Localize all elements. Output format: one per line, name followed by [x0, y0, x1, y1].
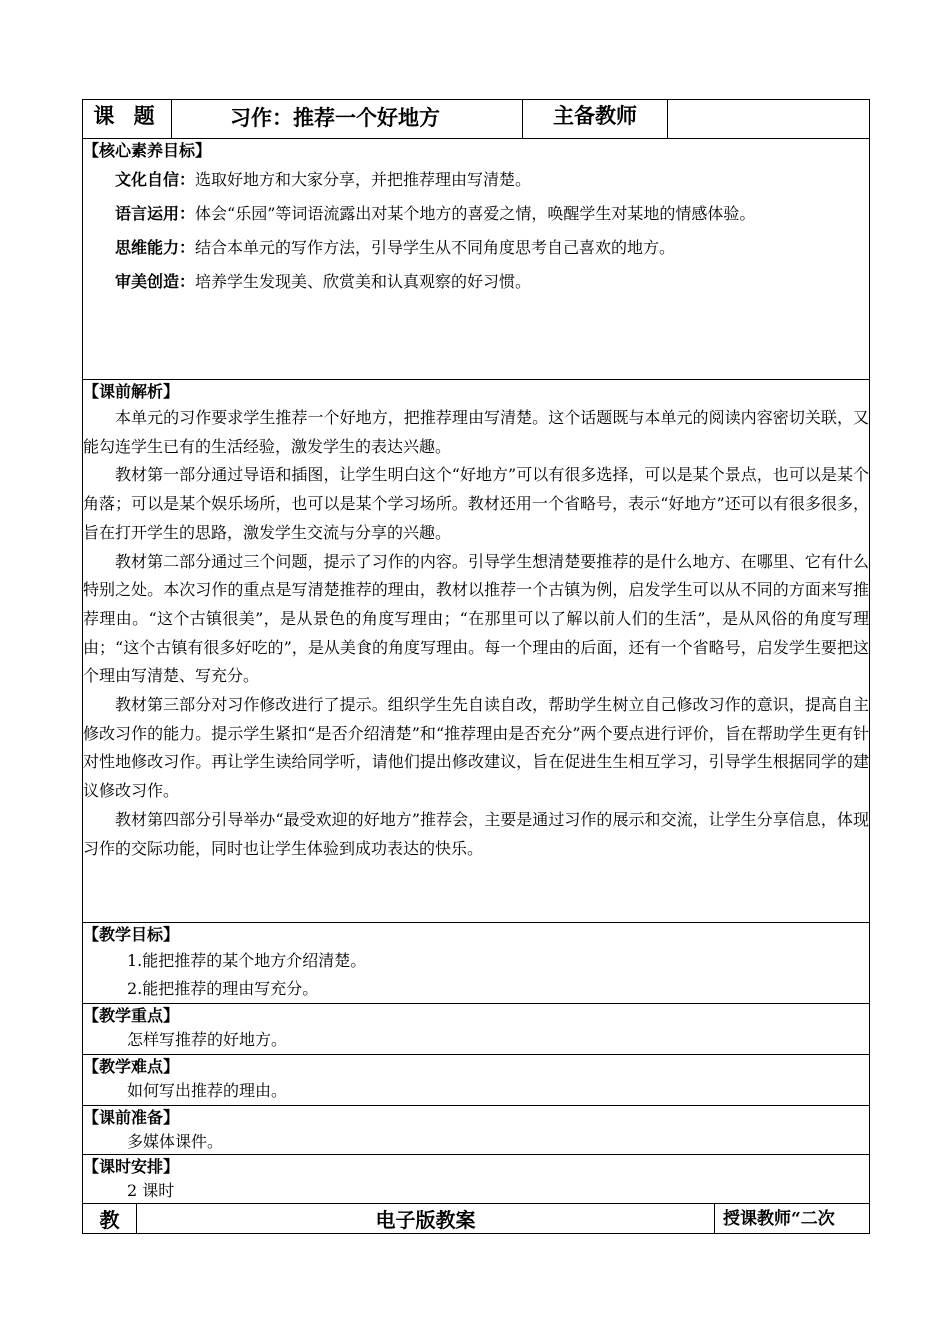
analysis-paragraph: 教材第四部分引导举办“最受欢迎的好地方”推荐会，主要是通过习作的展示和交流，让学生分享信息，体现习作的交际功能，同时也让学生体验到成功表达的快乐。 [83, 809, 869, 858]
key-points-row [83, 1004, 870, 1055]
schedule-row [83, 1155, 870, 1204]
goal-text: 培养学生发现美、欣赏美和认真观察的好习惯。 [195, 272, 532, 291]
goal-item [83, 265, 869, 299]
footer-row [83, 1203, 870, 1233]
footer-cell-2: 电子版教案 [137, 1203, 715, 1233]
footer-cell-3: 授课教师“二次 [715, 1203, 870, 1233]
header-row [83, 100, 870, 139]
core-goals-title: 【核心素养目标】 [83, 141, 212, 160]
core-goals-row [83, 139, 870, 380]
schedule-title: 【课时安排】 [83, 1157, 180, 1176]
preparation-text: 多媒体课件。 [127, 1132, 224, 1151]
footer-table [82, 1203, 870, 1234]
difficulties-title: 【教学难点】 [83, 1057, 180, 1076]
goal-text: 选取好地方和大家分享，并把推荐理由写清楚。 [195, 170, 532, 189]
goal-label: 审美创造： [115, 272, 196, 291]
goal-label: 文化自信： [115, 170, 196, 189]
goal-text: 体会“乐园”等词语流露出对某个地方的喜爱之情，唤醒学生对某地的情感体验。 [195, 204, 756, 223]
objective-item: 2.能把推荐的理由写充分。 [127, 979, 319, 998]
difficulties-text: 如何写出推荐的理由。 [127, 1081, 288, 1100]
difficulties-row [83, 1055, 870, 1106]
teacher-value [668, 100, 870, 139]
analysis-title: 【课前解析】 [83, 382, 180, 401]
lesson-plan [82, 99, 869, 1234]
goal-item [83, 163, 869, 197]
analysis-paragraph: 教材第一部分通过导语和插图，让学生明白这个“好地方”可以有很多选择，可以是某个景点，也可以是某个角落；可以是某个娱乐场所，也可以是某个学习场所。教材还用一个省略号，表示“好地方”还可以有很多很多，旨在打开学生的思路，激发学生交流与分享的兴趣。 [83, 465, 869, 542]
topic-label: 课 题 [83, 100, 172, 139]
preparation-title: 【课前准备】 [83, 1108, 180, 1127]
footer-cell-1: 教 [83, 1203, 137, 1233]
goal-text: 结合本单元的写作方法，引导学生从不同角度思考自己喜欢的地方。 [195, 238, 676, 257]
analysis-paragraph: 本单元的习作要求学生推荐一个好地方，把推荐理由写清楚。这个话题既与本单元的阅读内容密切关联，又能勾连学生已有的生活经验，激发学生的表达兴趣。 [83, 408, 869, 456]
key-points-text: 怎样写推荐的好地方。 [127, 1030, 288, 1049]
analysis-row [83, 380, 870, 923]
goal-label: 语言运用： [115, 204, 196, 223]
goal-item [83, 197, 869, 231]
goal-item [83, 231, 869, 265]
objectives-row [83, 923, 870, 1004]
preparation-row [83, 1106, 870, 1155]
analysis-paragraph: 教材第二部分通过三个问题，提示了习作的内容。引导学生想清楚要推荐的是什么地方、在哪里、它有什么特别之处。本次习作的重点是写清楚推荐的理由，教材以推荐一个古镇为例，启发学生可以从不同的方面来写推荐理由。“这个古镇很美”，是从景色的角度写理由；“在那里可以了解以前人们的生活”，是从风俗的角度写理由；“这个古镇有很多好吃的”，是从美食的角度写理由。每一个理由的后面，还有一个省略号，启发学生要把这个理由写清楚、写充分。 [83, 551, 869, 686]
key-points-title: 【教学重点】 [83, 1006, 180, 1025]
topic-value: 习作：推荐一个好地方 [172, 100, 523, 139]
lesson-plan-table [82, 99, 870, 1204]
goal-label: 思维能力： [115, 238, 196, 257]
analysis-paragraph: 教材第三部分对习作修改进行了提示。组织学生先自读自改，帮助学生树立自己修改习作的意识，提高自主修改习作的能力。提示学生紧扣“是否介绍清楚”和“推荐理由是否充分”两个要点进行评价，旨在帮助学生更有针对性地修改习作。再让学生读给同学听，请他们提出修改建议，旨在促进生生相互学习，引导学生根据同学的建议修改习作。 [83, 695, 869, 801]
objective-item: 1.能把推荐的某个地方介绍清楚。 [127, 951, 367, 970]
objectives-title: 【教学目标】 [83, 925, 180, 944]
schedule-text: 2 课时 [127, 1181, 175, 1200]
teacher-label: 主备教师 [523, 100, 668, 139]
